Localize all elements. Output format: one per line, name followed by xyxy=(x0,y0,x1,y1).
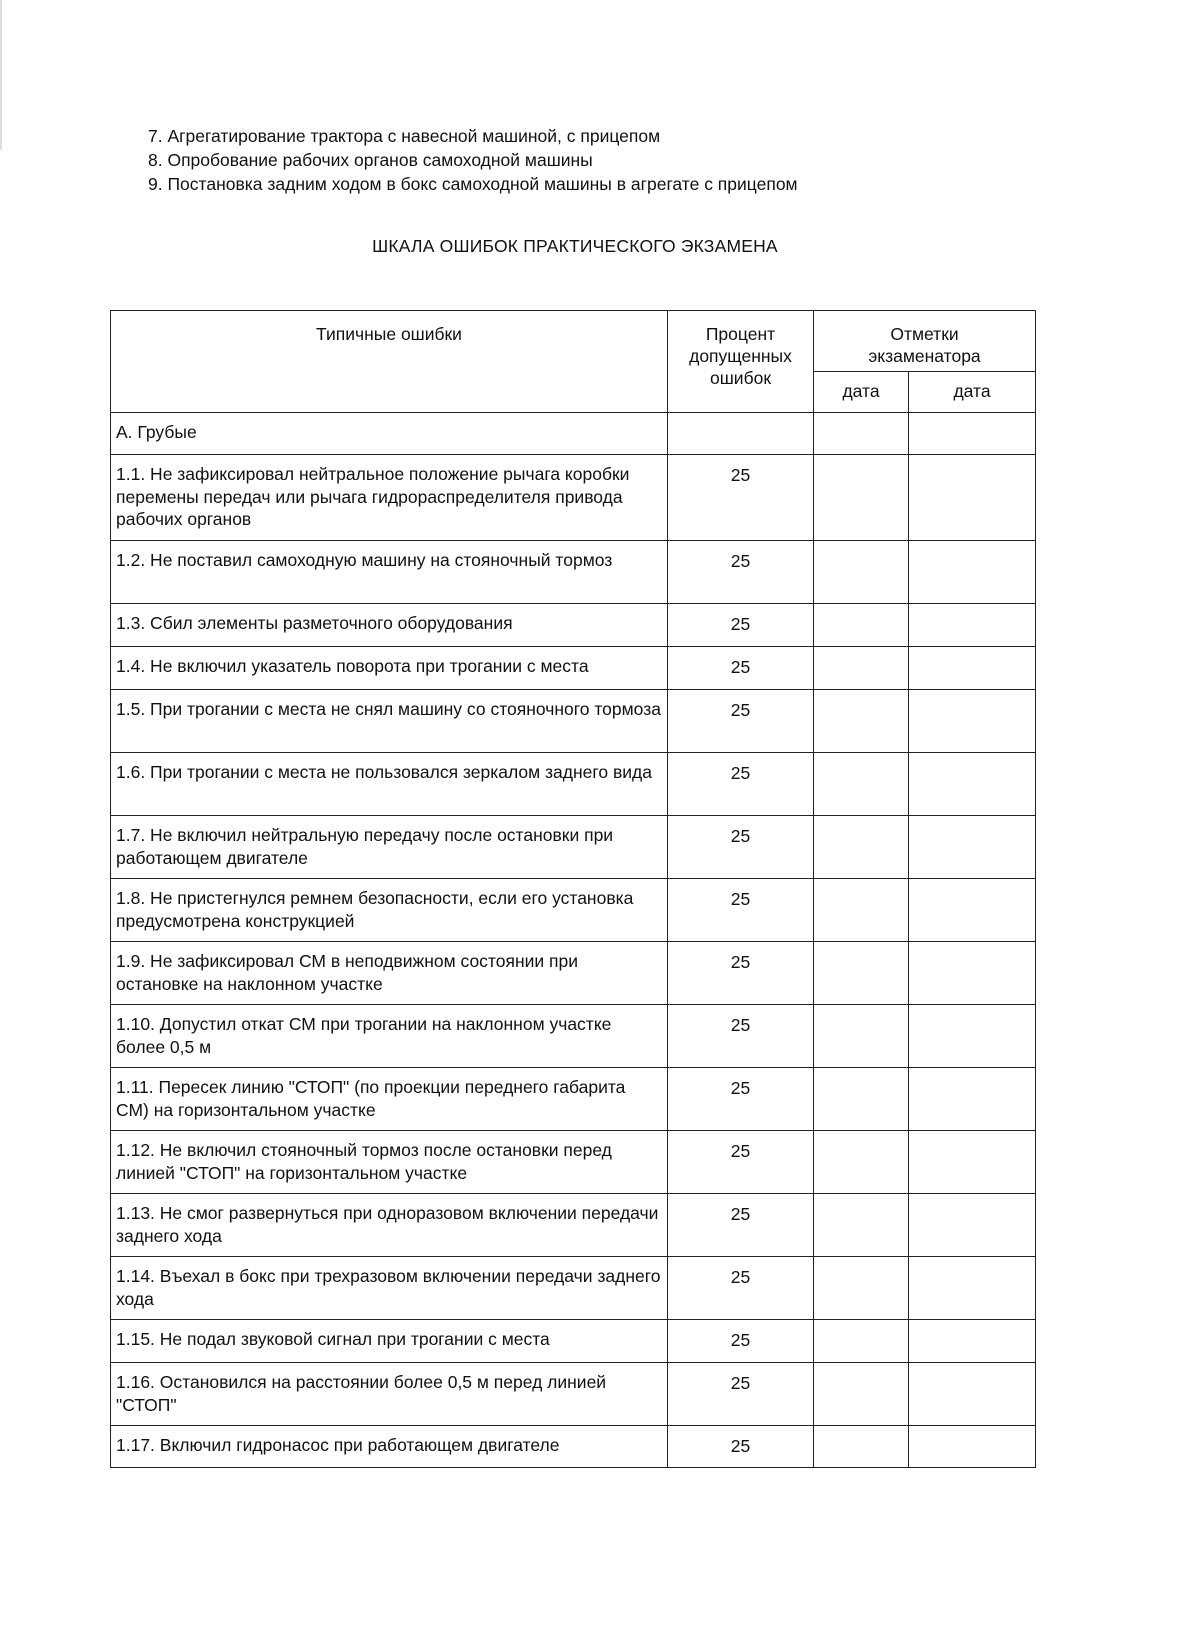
date-cell xyxy=(909,1320,1036,1363)
date-cell xyxy=(814,879,909,942)
date-cell xyxy=(814,604,909,647)
date-cell xyxy=(814,413,909,455)
date-cell xyxy=(909,604,1036,647)
errors-table xyxy=(110,310,1036,1468)
error-percent: 25 xyxy=(668,690,814,753)
date-cell xyxy=(909,690,1036,753)
date-cell xyxy=(814,647,909,690)
scan-edge xyxy=(0,0,2,150)
page-title: ШКАЛА ОШИБОК ПРАКТИЧЕСКОГО ЭКЗАМЕНА xyxy=(372,236,778,256)
date-cell xyxy=(909,1363,1036,1426)
date-cell xyxy=(814,1131,909,1194)
date-cell xyxy=(909,1131,1036,1194)
error-percent: 25 xyxy=(668,1257,814,1320)
error-description: 1.17. Включил гидронасос при работающем двигателе xyxy=(111,1426,668,1468)
error-description: 1.1. Не зафиксировал нейтральное положение рычага коробки перемены передач или рычага гидрораспределителя привода рабочих органов xyxy=(111,455,668,541)
table-row xyxy=(111,1131,1036,1194)
table-row xyxy=(111,1426,1036,1468)
error-percent: 25 xyxy=(668,942,814,1005)
date-cell xyxy=(909,413,1036,455)
table-row xyxy=(111,1068,1036,1131)
table-row xyxy=(111,604,1036,647)
date-cell xyxy=(814,753,909,816)
header-percent: Процент допущенных ошибок xyxy=(668,311,814,413)
table-row xyxy=(111,1363,1036,1426)
error-description: 1.12. Не включил стояночный тормоз после остановки перед линией "СТОП" на горизонтальном участке xyxy=(111,1131,668,1194)
date-cell xyxy=(814,690,909,753)
error-percent: 25 xyxy=(668,455,814,541)
date-cell xyxy=(909,1005,1036,1068)
error-percent: 25 xyxy=(668,1005,814,1068)
list-item: 9. Постановка задним ходом в бокс самоходной машины в агрегате с прицепом xyxy=(148,174,798,194)
error-percent: 25 xyxy=(668,541,814,604)
date-cell xyxy=(909,1194,1036,1257)
header-errors: Типичные ошибки xyxy=(111,311,668,413)
date-cell xyxy=(814,1320,909,1363)
date-cell xyxy=(814,541,909,604)
table-row xyxy=(111,942,1036,1005)
table-row xyxy=(111,753,1036,816)
section-label: А. Грубые xyxy=(111,413,668,455)
date-cell xyxy=(909,647,1036,690)
table-row xyxy=(111,455,1036,541)
header-marks: Отметки экзаменатора xyxy=(814,311,1036,372)
date-cell xyxy=(909,816,1036,879)
error-description: 1.5. При трогании с места не снял машину со стояночного тормоза xyxy=(111,690,668,753)
date-cell xyxy=(814,1363,909,1426)
error-percent: 25 xyxy=(668,1363,814,1426)
error-description: 1.13. Не смог развернуться при одноразовом включении передачи заднего хода xyxy=(111,1194,668,1257)
table-row xyxy=(111,879,1036,942)
date-cell xyxy=(909,1068,1036,1131)
table-row xyxy=(111,1257,1036,1320)
date-cell xyxy=(909,879,1036,942)
error-description: 1.6. При трогании с места не пользовался зеркалом заднего вида xyxy=(111,753,668,816)
error-description: 1.15. Не подал звуковой сигнал при трогании с места xyxy=(111,1320,668,1363)
table-row xyxy=(111,1005,1036,1068)
error-description: 1.14. Въехал в бокс при трехразовом включении передачи заднего хода xyxy=(111,1257,668,1320)
date-cell xyxy=(909,455,1036,541)
date-cell xyxy=(814,1426,909,1468)
error-description: 1.9. Не зафиксировал СМ в неподвижном состоянии при остановке на наклонном участке xyxy=(111,942,668,1005)
date-cell xyxy=(814,1194,909,1257)
table-row xyxy=(111,1194,1036,1257)
date-cell xyxy=(814,816,909,879)
section-row xyxy=(111,413,1036,455)
error-description: 1.2. Не поставил самоходную машину на стояночный тормоз xyxy=(111,541,668,604)
date-cell xyxy=(814,1005,909,1068)
date-cell xyxy=(909,942,1036,1005)
error-percent: 25 xyxy=(668,879,814,942)
date-cell xyxy=(814,455,909,541)
error-percent: 25 xyxy=(668,816,814,879)
table-row xyxy=(111,1320,1036,1363)
error-description: 1.8. Не пристегнулся ремнем безопасности, если его установка предусмотрена конструкцией xyxy=(111,879,668,942)
error-percent: 25 xyxy=(668,753,814,816)
error-percent: 25 xyxy=(668,647,814,690)
error-percent: 25 xyxy=(668,1320,814,1363)
error-percent: 25 xyxy=(668,1194,814,1257)
section-percent-cell xyxy=(668,413,814,455)
date-cell xyxy=(909,1426,1036,1468)
intro-list xyxy=(148,124,798,196)
error-percent: 25 xyxy=(668,1068,814,1131)
date-cell xyxy=(909,753,1036,816)
table-row xyxy=(111,541,1036,604)
error-description: 1.10. Допустил откат СМ при трогании на наклонном участке более 0,5 м xyxy=(111,1005,668,1068)
error-percent: 25 xyxy=(668,1131,814,1194)
error-description: 1.4. Не включил указатель поворота при трогании с места xyxy=(111,647,668,690)
header-date-1: дата xyxy=(814,372,909,413)
date-cell xyxy=(909,541,1036,604)
error-description: 1.3. Сбил элементы разметочного оборудования xyxy=(111,604,668,647)
date-cell xyxy=(909,1257,1036,1320)
table-row xyxy=(111,647,1036,690)
error-description: 1.11. Пересек линию "СТОП" (по проекции переднего габарита СМ) на горизонтальном участке xyxy=(111,1068,668,1131)
date-cell xyxy=(814,1068,909,1131)
list-item: 7. Агрегатирование трактора с навесной машиной, с прицепом xyxy=(148,126,661,146)
error-percent: 25 xyxy=(668,604,814,647)
table-row xyxy=(111,690,1036,753)
date-cell xyxy=(814,1257,909,1320)
error-description: 1.16. Остановился на расстоянии более 0,5 м перед линией "СТОП" xyxy=(111,1363,668,1426)
date-cell xyxy=(814,942,909,1005)
list-item: 8. Опробование рабочих органов самоходной машины xyxy=(148,150,593,170)
header-date-2: дата xyxy=(909,372,1036,413)
error-description: 1.7. Не включил нейтральную передачу после остановки при работающем двигателе xyxy=(111,816,668,879)
table-row xyxy=(111,816,1036,879)
error-percent: 25 xyxy=(668,1426,814,1468)
